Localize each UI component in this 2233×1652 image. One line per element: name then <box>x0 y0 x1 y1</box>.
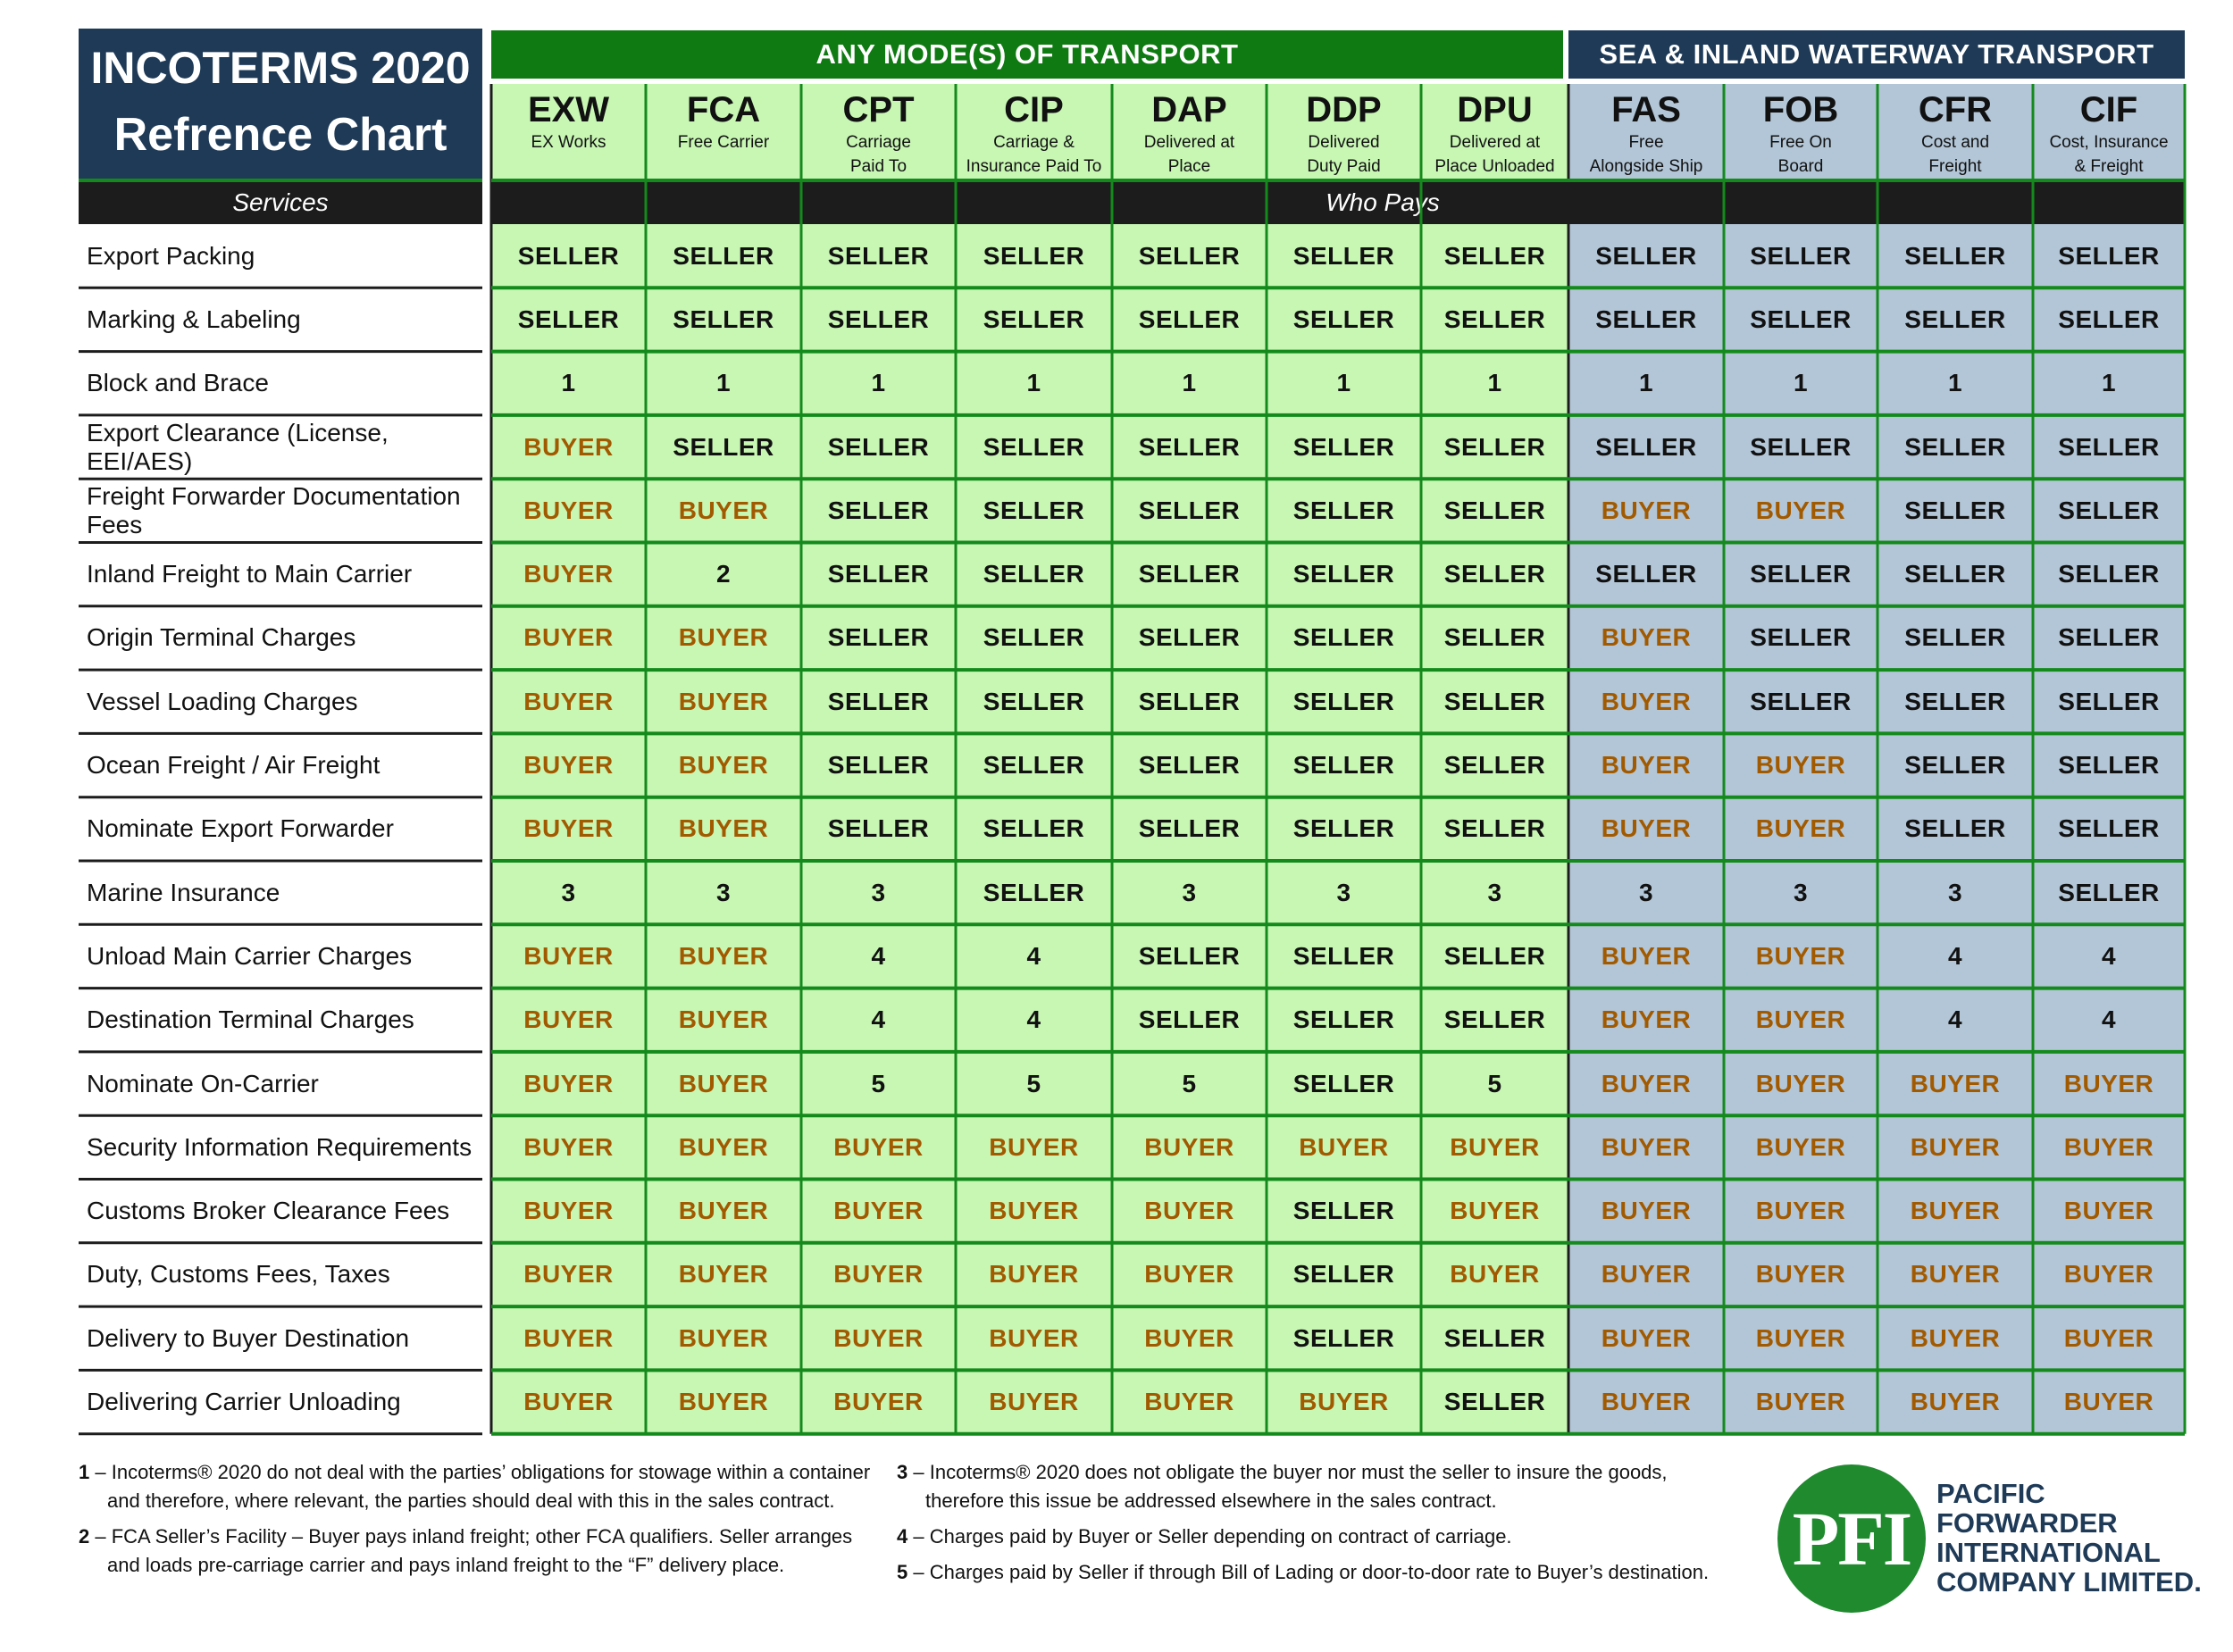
term-header-dpu <box>1421 86 1568 179</box>
table-cell: SELLER <box>1750 241 1852 270</box>
table-cell: SELLER <box>1750 305 1852 333</box>
table-cell: BUYER <box>989 1388 1079 1416</box>
table-cell: SELLER <box>1292 1005 1395 1034</box>
table-cell: BUYER <box>989 1323 1079 1352</box>
table-cell: SELLER <box>983 814 1085 843</box>
table-cell: BUYER <box>1910 1197 2001 1225</box>
term-header-fob <box>1724 86 1878 179</box>
table-cell: SELLER <box>1138 241 1241 270</box>
table-cell: BUYER <box>678 1260 769 1289</box>
table-cell: BUYER <box>833 1323 924 1352</box>
table-cell: BUYER <box>523 623 614 652</box>
table-cell: SELLER <box>1443 1005 1546 1034</box>
table-cell: BUYER <box>1755 1005 1846 1034</box>
table-cell: BUYER <box>1755 496 1846 524</box>
table-cell: BUYER <box>678 1323 769 1352</box>
table-cell: BUYER <box>1450 1132 1540 1161</box>
table-cell: BUYER <box>1910 1323 2001 1352</box>
table-cell: SELLER <box>1443 305 1546 333</box>
table-cell: BUYER <box>678 1197 769 1225</box>
table-cell: SELLER <box>1138 305 1241 333</box>
pfi-logo-mark: PFI <box>1792 1496 1911 1581</box>
table-cell: BUYER <box>2063 1069 2154 1097</box>
table-cell: BUYER <box>833 1260 924 1289</box>
term-header-exw <box>491 86 646 179</box>
table-cell: 4 <box>2101 941 2117 970</box>
table-cell: SELLER <box>673 241 774 270</box>
table-cell: BUYER <box>523 1388 614 1416</box>
term-desc: Cost, Insurance & Freight <box>2049 133 2169 176</box>
table-cell: 3 <box>1336 878 1351 906</box>
table-cell: BUYER <box>523 496 614 524</box>
service-label: Export Clearance (License, EEI/AES) <box>87 418 389 475</box>
table-cell: BUYER <box>1601 1260 1692 1289</box>
table-cell: 5 <box>871 1069 886 1097</box>
table-cell: BUYER <box>678 751 769 780</box>
table-cell: BUYER <box>1755 1132 1846 1161</box>
table-cell: SELLER <box>1443 241 1546 270</box>
table-cell: 3 <box>871 878 886 906</box>
term-desc: Free Carrier <box>677 133 770 152</box>
service-label: Destination Terminal Charges <box>87 1005 414 1034</box>
table-cell: BUYER <box>1755 1388 1846 1416</box>
table-cell: SELLER <box>1292 941 1395 970</box>
table-cell: 1 <box>871 369 886 397</box>
table-cell: SELLER <box>1595 305 1697 333</box>
service-label: Marine Insurance <box>87 878 280 906</box>
table-cell: SELLER <box>1443 560 1546 588</box>
table-cell: SELLER <box>1750 687 1852 715</box>
table-cell: SELLER <box>1292 1197 1395 1225</box>
term-code: DAP <box>1151 90 1227 129</box>
table-cell: BUYER <box>523 941 614 970</box>
table-cell: BUYER <box>1299 1388 1389 1416</box>
table-cell: SELLER <box>1904 751 2006 780</box>
table-cell: SELLER <box>2058 878 2160 906</box>
service-label: Marking & Labeling <box>87 305 301 333</box>
table-cell: SELLER <box>1750 560 1852 588</box>
table-cell: SELLER <box>983 305 1085 333</box>
table-cell: SELLER <box>983 241 1085 270</box>
table-cell: SELLER <box>827 432 930 461</box>
table-cell: BUYER <box>1910 1260 2001 1289</box>
table-cell: SELLER <box>2058 560 2160 588</box>
service-label: Nominate Export Forwarder <box>87 814 394 843</box>
table-cell: SELLER <box>983 623 1085 652</box>
term-header-fas <box>1568 86 1724 179</box>
table-cell: SELLER <box>1443 941 1546 970</box>
table-cell: BUYER <box>989 1197 1079 1225</box>
table-cell: SELLER <box>2058 241 2160 270</box>
footnotes-left <box>79 1458 882 1580</box>
who-pays-header <box>491 181 2185 224</box>
table-cell: BUYER <box>1755 1069 1846 1097</box>
table-cell: SELLER <box>1292 751 1395 780</box>
term-code: FAS <box>1611 90 1681 129</box>
table-cell: BUYER <box>1601 687 1692 715</box>
table-cell: BUYER <box>2063 1323 2154 1352</box>
term-desc: Cost and Freight <box>1920 133 1990 176</box>
table-cell: SELLER <box>1904 305 2006 333</box>
table-cell: BUYER <box>1755 1323 1846 1352</box>
table-cell: BUYER <box>1910 1132 2001 1161</box>
table-cell: BUYER <box>1144 1132 1234 1161</box>
service-label: Delivering Carrier Unloading <box>87 1388 401 1416</box>
term-code: FCA <box>686 90 761 129</box>
table-cell: BUYER <box>1144 1197 1234 1225</box>
table-cell: SELLER <box>1595 560 1697 588</box>
footnote-2: 2 – FCA Seller’s Facility – Buyer pays inland freight; other FCA qualifiers. Seller arranges and loads pre-carriage carrier and pays inland freight to the “F” delivery place. <box>79 1525 853 1576</box>
table-cell: 4 <box>871 941 886 970</box>
table-cell: SELLER <box>1904 814 2006 843</box>
service-label: Inland Freight to Main Carrier <box>87 560 413 588</box>
services-header: Services <box>79 181 482 224</box>
table-cell: SELLER <box>1904 241 2006 270</box>
table-cell: SELLER <box>1443 814 1546 843</box>
table-cell: BUYER <box>1601 1388 1692 1416</box>
table-cell: BUYER <box>1755 1197 1846 1225</box>
table-cell: BUYER <box>1755 941 1846 970</box>
term-desc: Free On Board <box>1769 133 1832 176</box>
table-cell: BUYER <box>523 432 614 461</box>
footnote-1: 1 – Incoterms® 2020 do not deal with the parties’ obligations for stowage within a container and therefore, where relevant, the parties should deal with this in the sales contract. <box>79 1461 871 1512</box>
service-label: Security Information Requirements <box>87 1132 473 1161</box>
term-desc: Carriage Paid To <box>846 133 911 176</box>
table-cell: SELLER <box>983 751 1085 780</box>
table-cell: SELLER <box>827 560 930 588</box>
table-cell: SELLER <box>1292 1323 1395 1352</box>
table-cell: 3 <box>1487 878 1502 906</box>
term-code: EXW <box>527 90 610 129</box>
table-cell: SELLER <box>1292 241 1395 270</box>
service-label: Block and Brace <box>87 369 269 397</box>
table-cell: SELLER <box>2058 687 2160 715</box>
table-cell: SELLER <box>1443 432 1546 461</box>
table-cell: BUYER <box>1601 814 1692 843</box>
table-cell: BUYER <box>1601 623 1692 652</box>
table-cell: BUYER <box>678 687 769 715</box>
table-cell: SELLER <box>1750 623 1852 652</box>
term-header-ddp <box>1267 86 1421 179</box>
any-mode-band: ANY MODE(S) OF TRANSPORT <box>491 30 1563 79</box>
table-cell: BUYER <box>1450 1197 1540 1225</box>
table-cell: 4 <box>2101 1005 2117 1034</box>
table-cell: 4 <box>871 1005 886 1034</box>
table-cell: SELLER <box>1904 623 2006 652</box>
table-cell: 1 <box>1793 369 1809 397</box>
table-cell: SELLER <box>2058 814 2160 843</box>
table-cell: SELLER <box>1595 241 1697 270</box>
term-header-cpt <box>801 86 956 179</box>
table-cell: BUYER <box>1755 814 1846 843</box>
table-cell: SELLER <box>1292 305 1395 333</box>
table-cell: 4 <box>1026 1005 1041 1034</box>
table-cell: BUYER <box>1144 1323 1234 1352</box>
table-cell: SELLER <box>1904 496 2006 524</box>
table-cell: SELLER <box>1138 496 1241 524</box>
table-cell: BUYER <box>523 1132 614 1161</box>
service-label: Ocean Freight / Air Freight <box>87 751 381 780</box>
table-cell: SELLER <box>1138 751 1241 780</box>
table-cell: SELLER <box>1750 432 1852 461</box>
table-cell: SELLER <box>1138 941 1241 970</box>
term-desc: Delivered at Place Unloaded <box>1434 133 1555 176</box>
table-cell: BUYER <box>1755 751 1846 780</box>
table-cell: SELLER <box>827 305 930 333</box>
table-cell: 3 <box>1947 878 1963 906</box>
table-cell: SELLER <box>2058 496 2160 524</box>
term-code: FOB <box>1762 90 1839 129</box>
table-cell: SELLER <box>1138 814 1241 843</box>
service-label: Duty, Customs Fees, Taxes <box>87 1260 390 1289</box>
term-desc: Free Alongside Ship <box>1589 133 1703 176</box>
table-cell: BUYER <box>1144 1260 1234 1289</box>
table-cell: 1 <box>1638 369 1654 397</box>
table-cell: SELLER <box>827 814 930 843</box>
table-cell: BUYER <box>678 1388 769 1416</box>
table-cell: BUYER <box>523 1005 614 1034</box>
table-cell: SELLER <box>1595 432 1697 461</box>
table-cell: BUYER <box>989 1132 1079 1161</box>
table-cell: SELLER <box>673 432 774 461</box>
service-label: Nominate On-Carrier <box>87 1069 319 1097</box>
table-cell: BUYER <box>523 751 614 780</box>
table-cell: BUYER <box>1601 496 1692 524</box>
table-cell: BUYER <box>833 1132 924 1161</box>
table-cell: SELLER <box>1443 496 1546 524</box>
table-cell: SELLER <box>827 496 930 524</box>
table-cell: 1 <box>1026 369 1041 397</box>
table-cell: BUYER <box>2063 1197 2154 1225</box>
table-cell: SELLER <box>827 241 930 270</box>
table-cell: SELLER <box>1292 623 1395 652</box>
table-cell: 3 <box>1182 878 1197 906</box>
table-cell: BUYER <box>523 687 614 715</box>
table-cell: BUYER <box>1601 1323 1692 1352</box>
table-cell: BUYER <box>678 814 769 843</box>
table-cell: BUYER <box>1601 1005 1692 1034</box>
table-cell: SELLER <box>1443 687 1546 715</box>
footnote-5: 5 – Charges paid by Seller if through Bill of Lading or door-to-door rate to Buyer’s destination. <box>897 1561 1710 1583</box>
table-cell: SELLER <box>983 878 1085 906</box>
table-cell: BUYER <box>523 560 614 588</box>
table-cell: BUYER <box>1601 941 1692 970</box>
table-cell: SELLER <box>1292 560 1395 588</box>
table-cell: SELLER <box>827 623 930 652</box>
table-cell: BUYER <box>1601 1197 1692 1225</box>
table-cell: SELLER <box>2058 305 2160 333</box>
table-cell: 5 <box>1026 1069 1041 1097</box>
table-cell: SELLER <box>1292 1069 1395 1097</box>
table-cell: BUYER <box>523 1197 614 1225</box>
table-cell: SELLER <box>1292 814 1395 843</box>
footnote-3: 3 – Incoterms® 2020 does not obligate the buyer nor must the seller to insure the goods, therefore this issue be addressed elsewhere in the sales contract. <box>897 1461 1668 1512</box>
table-cell: BUYER <box>2063 1132 2154 1161</box>
table-cell: 4 <box>1947 1005 1963 1034</box>
term-desc: Delivered Duty Paid <box>1307 133 1381 176</box>
table-cell: BUYER <box>2063 1260 2154 1289</box>
term-header-cip <box>956 86 1112 179</box>
table-cell: 1 <box>1182 369 1197 397</box>
table-cell: SELLER <box>1138 623 1241 652</box>
table-cell: 3 <box>715 878 732 906</box>
table-cell: SELLER <box>983 560 1085 588</box>
table-cell: SELLER <box>517 241 620 270</box>
table-cell: BUYER <box>1144 1388 1234 1416</box>
service-label: Export Packing <box>87 241 255 270</box>
service-label: Customs Broker Clearance Fees <box>87 1197 450 1225</box>
pfi-logo-icon <box>1777 1464 1926 1613</box>
service-label: Origin Terminal Charges <box>87 623 356 652</box>
table-cell: BUYER <box>989 1260 1079 1289</box>
term-header-cfr <box>1878 86 2033 179</box>
table-cell: SELLER <box>983 432 1085 461</box>
table-cell: BUYER <box>523 814 614 843</box>
who-pays-label: Who Pays <box>1326 188 1440 216</box>
table-cell: SELLER <box>1138 687 1241 715</box>
table-cell: SELLER <box>1904 432 2006 461</box>
term-header-fca <box>646 86 801 179</box>
table-cell: SELLER <box>983 496 1085 524</box>
term-code: DPU <box>1457 90 1533 129</box>
table-cell: SELLER <box>2058 623 2160 652</box>
table-cell: BUYER <box>833 1388 924 1416</box>
table-cell: SELLER <box>1292 496 1395 524</box>
table-cell: BUYER <box>678 1132 769 1161</box>
table-cell: SELLER <box>1292 432 1395 461</box>
table-cell: SELLER <box>1443 1323 1546 1352</box>
table-cell: BUYER <box>2063 1388 2154 1416</box>
table-cell: BUYER <box>1755 1260 1846 1289</box>
chart-title-box <box>79 29 482 179</box>
term-code: CFR <box>1918 90 1993 129</box>
table-cell: BUYER <box>1299 1132 1389 1161</box>
table-cell: SELLER <box>2058 432 2160 461</box>
service-label: Vessel Loading Charges <box>87 687 358 715</box>
company-name: PACIFIC FORWARDER INTERNATIONAL COMPANY LIMITED. <box>1936 1478 2202 1598</box>
table-cell: SELLER <box>827 751 930 780</box>
table-cell: BUYER <box>1601 751 1692 780</box>
term-desc: Delivered at Place <box>1143 133 1235 176</box>
table-cell: BUYER <box>1601 1132 1692 1161</box>
service-label: Delivery to Buyer Destination <box>87 1323 410 1352</box>
table-cell: 1 <box>1947 369 1963 397</box>
table-cell: BUYER <box>1601 1069 1692 1097</box>
table-cell: SELLER <box>1443 623 1546 652</box>
table-cell: SELLER <box>827 687 930 715</box>
table-cell: BUYER <box>1450 1260 1540 1289</box>
table-cell: SELLER <box>517 305 620 333</box>
table-cell: 1 <box>2101 369 2117 397</box>
table-cell: SELLER <box>983 687 1085 715</box>
table-cell: SELLER <box>673 305 774 333</box>
table-cell: SELLER <box>1443 1388 1546 1416</box>
table-cell: 1 <box>1487 369 1502 397</box>
table-cell: 2 <box>715 560 732 588</box>
table-cell: 3 <box>561 878 576 906</box>
table-cell: SELLER <box>1904 687 2006 715</box>
table-cell: BUYER <box>523 1069 614 1097</box>
term-code: DDP <box>1306 90 1382 129</box>
term-code: CPT <box>842 90 915 129</box>
service-label: Unload Main Carrier Charges <box>87 941 413 970</box>
footnotes-right <box>897 1458 1710 1587</box>
table-cell: BUYER <box>678 941 769 970</box>
table-cell: 4 <box>1947 941 1963 970</box>
table-cell: BUYER <box>1910 1069 2001 1097</box>
chart-subtitle: Refrence Chart <box>113 109 447 161</box>
table-cell: 1 <box>715 369 732 397</box>
term-desc: Carriage & Insurance Paid To <box>966 133 1102 176</box>
term-code: CIF <box>2079 90 2138 129</box>
table-cell: BUYER <box>678 496 769 524</box>
table-cell: BUYER <box>833 1197 924 1225</box>
table-cell: SELLER <box>1138 560 1241 588</box>
table-cell: BUYER <box>678 1005 769 1034</box>
table-cell: 3 <box>1638 878 1654 906</box>
term-desc: EX Works <box>531 133 606 152</box>
table-cell: SELLER <box>1292 687 1395 715</box>
term-header-cif <box>2033 86 2185 179</box>
table-cell: SELLER <box>1904 560 2006 588</box>
table-cell: BUYER <box>678 623 769 652</box>
table-cell: SELLER <box>1292 1260 1395 1289</box>
chart-title: INCOTERMS 2020 <box>90 43 471 93</box>
table-cell: 1 <box>1336 369 1351 397</box>
sea-band: SEA & INLAND WATERWAY TRANSPORT <box>1568 30 2185 79</box>
table-cell: SELLER <box>1138 1005 1241 1034</box>
table-cell: BUYER <box>523 1323 614 1352</box>
table-cell: 1 <box>561 369 576 397</box>
table-cell: BUYER <box>523 1260 614 1289</box>
footnote-4: 4 – Charges paid by Buyer or Seller depending on contract of carriage. <box>897 1525 1512 1548</box>
term-code: CIP <box>1004 90 1064 129</box>
table-cell: BUYER <box>678 1069 769 1097</box>
service-label: Freight Forwarder Documentation Fees <box>87 481 461 538</box>
table-cell: 5 <box>1487 1069 1502 1097</box>
table-cell: SELLER <box>1138 432 1241 461</box>
table-cell: 5 <box>1182 1069 1197 1097</box>
term-header-dap <box>1112 86 1267 179</box>
table-cell: 4 <box>1026 941 1041 970</box>
table-cell: 3 <box>1793 878 1809 906</box>
table-cell: SELLER <box>1443 751 1546 780</box>
table-cell: SELLER <box>2058 751 2160 780</box>
table-cell: BUYER <box>1910 1388 2001 1416</box>
